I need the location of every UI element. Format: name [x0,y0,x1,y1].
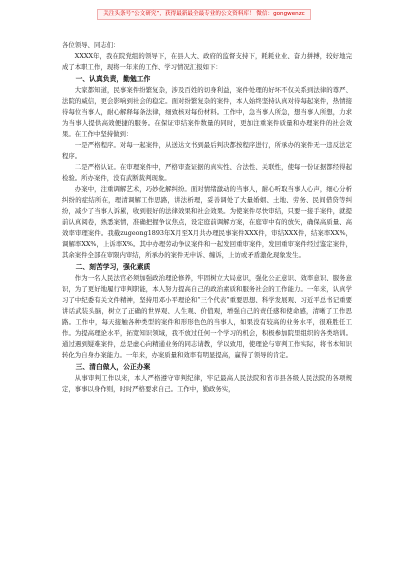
section-3-paragraph-1: 从事审判工作以来，本人严格遵守审判纪律，牢记最高人民法院和省市县各级人民法院的各项规定，事事以身作则，时时严格要求自己。工作中，勤政务实， [62,374,352,393]
section-2-heading: 二、刻苦学习，强化素质 [75,263,151,271]
section-1-paragraph-2: 一是严格程序。对每一起案件，从送达文书到最后判决都按程序进行，所承办的案件无一违反法定程序。 [62,141,352,160]
greeting: 各位领导、同志们： [62,41,120,49]
section-2-paragraph-1: 作为一名人民法官必须加强政治理论修养，牢固树立大局意识，强化公正意识、效率意识、服务意识，为了更好地履行审判职能，本人努力提高自己的政治素质和服务社会的工作能力。一年来，认真学习了中纪委有关文件精神，坚持用邓小平理论和“三个代表”重要思想、科学发展观、习近平总书记重要讲话武装头脑，树立了正确的世界观、人生观、价值观，增强自己的责任感和使命感，清晰了工作思路。工作中，每天接触各种类型的案件和形形色色的当事人，如果没有较高的业务水平，很难胜任工作。为提高理论水平，拓宽知识领域，我不放过任何一个学习的机会，积极参加院里组织的各类培训。通过遇到疑难案件，总是虚心向精通业务的同志请教，学以致用，使理论与审判工作实际，将书本知识转化为自身办案能力。一年来，办案质量和效率有明显提高，赢得了领导的肯定。 [62,274,352,359]
intro-paragraph: XXXX年，我在院党组的领导下，在县人大、政府的监督支持下，耗耗业业、奋力拼搏，较好地完成了本职工作，现将一年来的工作、学习情况汇报如下： [62,52,352,71]
section-1-heading: 一、认真负责，勤勉工作 [75,75,151,83]
document-body [62,40,352,395]
banner-ad-text[interactable]: 关注头条号“公文研究”，获得最新最全最专业的公文资料库！ 微信：gongwenzc [97,9,310,20]
section-1-paragraph-1: 大家都知道，民事案件纷繁复杂，涉及百姓的切身利益，案件处理的好坏不仅关系到法律的尊严、法院的威信，更会影响到社会的稳定。面对纷繁复杂的案件，本人始终坚持认真对待每起案件，热情接待每位当事人，耐心解释每条法律，细致核对每份材料。工作中，急当事人所急，想当事人所想，力求为当事人提供高效便捷的服务。在保证审结案件数量的同时，更加注重案件质量和办理案件的社会效果。在工作中坚持做到： [62,86,352,138]
top-banner [0,0,408,22]
section-1-paragraph-3: 二是严格认证。在审理案件中，严格审查证据的真实性、合法性、关联性，使每一份证据都经得起检验。所办案件，没有武断裁判现象。 [62,163,352,182]
section-3-heading: 三、清白做人，公正办案 [75,363,151,371]
section-1-paragraph-4: 办案中，注重调解艺术，巧妙化解纠纷。面对情绪激动的当事人，耐心听取当事人心声，细心分析纠纷的症结所在，理清调解工作思路，讲法析理，妥善调处了大量婚姻、土地、劳务、民间借贷等纠纷，减少了当事人诉累，收到很好的法律效果和社会效果。为使案件尽快审结，只要一接手案件，就提前认真阅卷，熟悉案情，准确把握争议焦点，设定庭前调解方案，在庭审中有的放矢，确保高质量、高效率审理案件。我截zugeong1893年X月至X月共办理民事案件XXX件，审结XXX件，结案率XX%，调解率XX%，上诉率X%。其中办理劳动争议案件和一起发回重审案件，发回重审案件经过鉴定案件，其余案件全部在审限内审结，所承办的案件无申诉、缠诉，上访或矛盾激化现象发生。 [62,185,352,259]
